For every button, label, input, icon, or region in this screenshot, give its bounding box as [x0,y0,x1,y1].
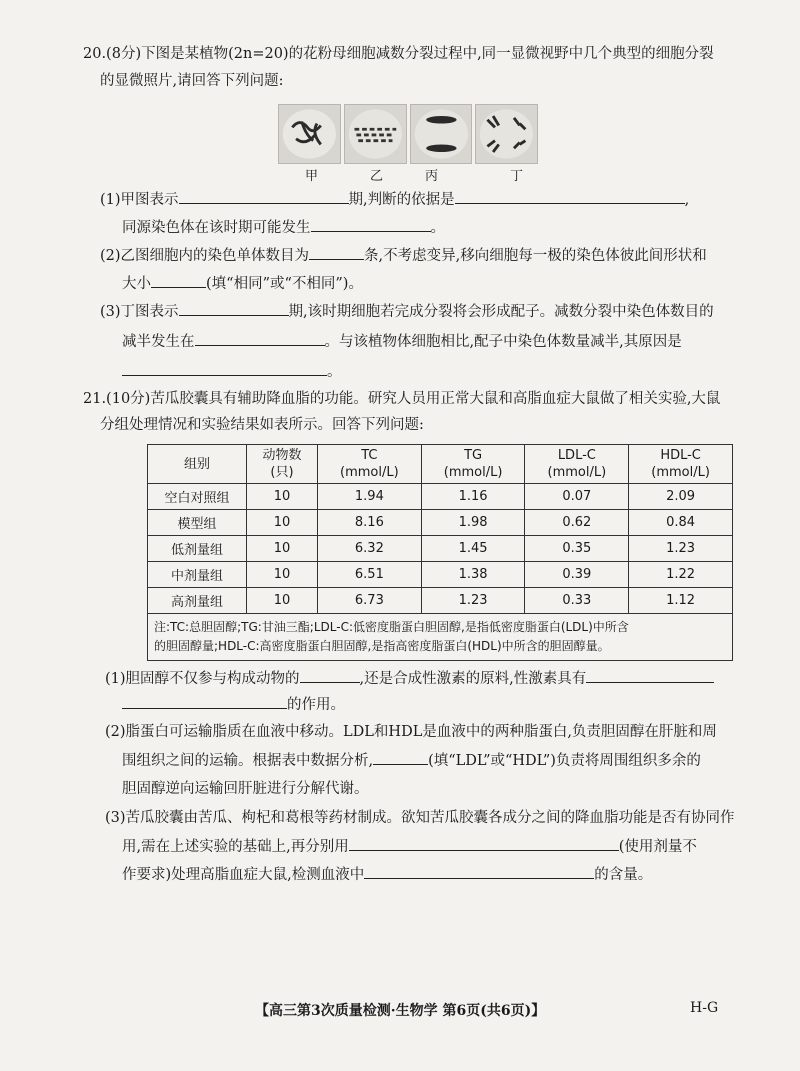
q20-stem-line1: 20.(8分)下图是某植物(2n=20)的花粉母细胞减数分裂过程中,同一显微视野中几个典型的细胞分裂 [83,46,714,62]
q21-part2-line2 [122,750,701,771]
text: 的含量。 [594,867,653,883]
table-header-row [148,445,733,484]
answer-blank[interactable] [300,668,360,683]
table-cell: 10 [247,588,318,614]
q21-part3-line3 [122,864,652,885]
text: (3)丁图表示 [100,304,179,320]
table-cell: 0.35 [525,536,629,562]
table-cell: 1.38 [421,562,525,588]
answer-blank[interactable] [122,361,327,376]
answer-blank[interactable] [195,331,325,346]
photo-label-jia: 甲 [305,169,319,184]
table-cell: 1.16 [421,484,525,510]
table-cell: 1.23 [421,588,525,614]
table-cell: 1.98 [421,510,525,536]
q21-part2-line3: 胆固醇逆向运输回肝脏进行分解代谢。 [122,781,369,797]
photo-label-bing: 丙 [425,169,439,184]
table-cell: 2.09 [629,484,733,510]
table-cell: 高剂量组 [148,588,247,614]
page-footer: 【高三第3次质量检测·生物学 第6页(共6页)】 [255,1003,546,1019]
table-cell: 0.84 [629,510,733,536]
table-cell: 1.12 [629,588,733,614]
note-line: 注:TC:总胆固醇;TG:甘油三酯;LDL-C:低密度脂蛋白胆固醇,是指低密度脂蛋白(LDL)中所含 [154,620,629,634]
micrograph-bing [410,104,473,164]
column-header: HDL-C (mmol/L) [629,445,733,484]
table-row [148,562,733,588]
note-line: 的胆固醇量;HDL-C:高密度脂蛋白胆固醇,是指高密度脂蛋白(HDL)中所含的胆固醇量。 [154,639,610,653]
q21-part2-line1: (2)脂蛋白可运输脂质在血液中移动。LDL和HDL是血液中的两种脂蛋白,负责胆固醇在肝脏和周 [105,724,717,740]
q20-part3-line3 [122,361,342,382]
text: 的作用。 [287,697,345,713]
table-note-row [148,614,733,661]
table-cell: 6.73 [318,588,422,614]
text: 同源染色体在该时期可能发生 [122,220,311,236]
text: (使用剂量不 [618,839,697,855]
q21-part3-line1: (3)苦瓜胶囊由苦瓜、枸杞和葛根等药材制成。欲知苦瓜胶囊各成分之间的降血脂功能是否有协同作 [105,810,735,826]
table-cell: 10 [247,484,318,510]
table-cell: 空白对照组 [148,484,247,510]
text: ,还是合成性激素的原料,性激素具有 [359,671,587,687]
q20-part2-line2 [122,273,363,294]
column-header: 动物数 (只) [247,445,318,484]
q21-part1-line2 [122,694,345,715]
text: 围组织之间的运输。根据表中数据分析, [122,753,374,769]
text: 。与该植物体细胞相比,配子中染色体数量减半,其原因是 [324,334,682,350]
table-note [148,614,733,661]
q20-part3-line1 [100,301,714,322]
text: 条,不考虑变异,移向细胞每一极的染色体彼此间形状和 [364,248,707,264]
q21-part1-line1 [105,668,714,689]
text: 大小 [122,276,151,292]
q21-part3-line2 [122,836,697,857]
column-header: 组别 [148,445,247,484]
micrograph-strip [278,104,538,162]
table-cell: 0.07 [525,484,629,510]
table-cell: 中剂量组 [148,562,247,588]
table-cell: 1.23 [629,536,733,562]
table-cell: 6.51 [318,562,422,588]
text: (2)乙图细胞内的染色单体数目为 [100,248,310,264]
answer-blank[interactable] [349,836,619,851]
table-cell: 10 [247,536,318,562]
micrograph-yi [344,104,407,164]
text: (填“LDL”或“HDL”)负责将周围组织多余的 [428,753,701,769]
answer-blank[interactable] [373,750,428,765]
answer-blank[interactable] [122,694,287,709]
photo-label-yi: 乙 [370,169,384,184]
text: 减半发生在 [122,334,195,350]
table-cell: 8.16 [318,510,422,536]
text: 用,需在上述实验的基础上,再分别用 [122,839,349,855]
q20-part2-line1 [100,245,707,266]
answer-blank[interactable] [586,668,714,683]
text: 。 [327,364,342,380]
photo-label-ding: 丁 [510,169,524,184]
table-cell: 模型组 [148,510,247,536]
q20-part3-line2 [122,331,682,352]
answer-blank[interactable] [151,273,206,288]
answer-blank[interactable] [455,189,685,204]
q21-stem-line1: 21.(10分)苦瓜胶囊具有辅助降血脂的功能。研究人员用正常大鼠和高脂血症大鼠做了相关实验,大鼠 [83,391,721,407]
paper-code: H-G [690,1000,719,1016]
q21-stem-line2: 分组处理情况和实验结果如表所示。回答下列问题: [100,417,424,433]
text: (1)胆固醇不仅参与构成动物的 [105,671,300,687]
answer-blank[interactable] [311,217,431,232]
table-row [148,484,733,510]
text: 期,该时期细胞若完成分裂将会形成配子。减数分裂中染色体数目的 [288,304,714,320]
micrograph-ding [475,104,538,164]
table-row [148,588,733,614]
q20-stem-line2: 的显微照片,请回答下列问题: [100,73,284,89]
text: 作要求)处理高脂血症大鼠,检测血液中 [122,867,365,883]
column-header: TC (mmol/L) [318,445,422,484]
text: (1)甲图表示 [100,192,179,208]
micrograph-jia [278,104,341,164]
column-header: TG (mmol/L) [421,445,525,484]
table-cell: 1.94 [318,484,422,510]
answer-blank[interactable] [309,245,364,260]
column-header: LDL-C (mmol/L) [525,445,629,484]
table-row [148,536,733,562]
answer-blank[interactable] [364,864,594,879]
table-cell: 1.45 [421,536,525,562]
text: 期,判断的依据是 [348,192,455,208]
table-cell: 10 [247,562,318,588]
text: (填“相同”或“不相同”)。 [206,276,363,292]
table-cell: 低剂量组 [148,536,247,562]
table-cell: 0.39 [525,562,629,588]
q20-part1-line1 [100,189,689,210]
table-cell: 1.22 [629,562,733,588]
table-cell: 0.62 [525,510,629,536]
results-table [147,444,733,661]
text: , [684,192,690,208]
table-cell: 6.32 [318,536,422,562]
text: 。 [430,220,445,236]
table-cell: 10 [247,510,318,536]
table-row [148,510,733,536]
q20-part1-line2 [122,217,445,238]
table-cell: 0.33 [525,588,629,614]
answer-blank[interactable] [179,301,289,316]
answer-blank[interactable] [179,189,349,204]
